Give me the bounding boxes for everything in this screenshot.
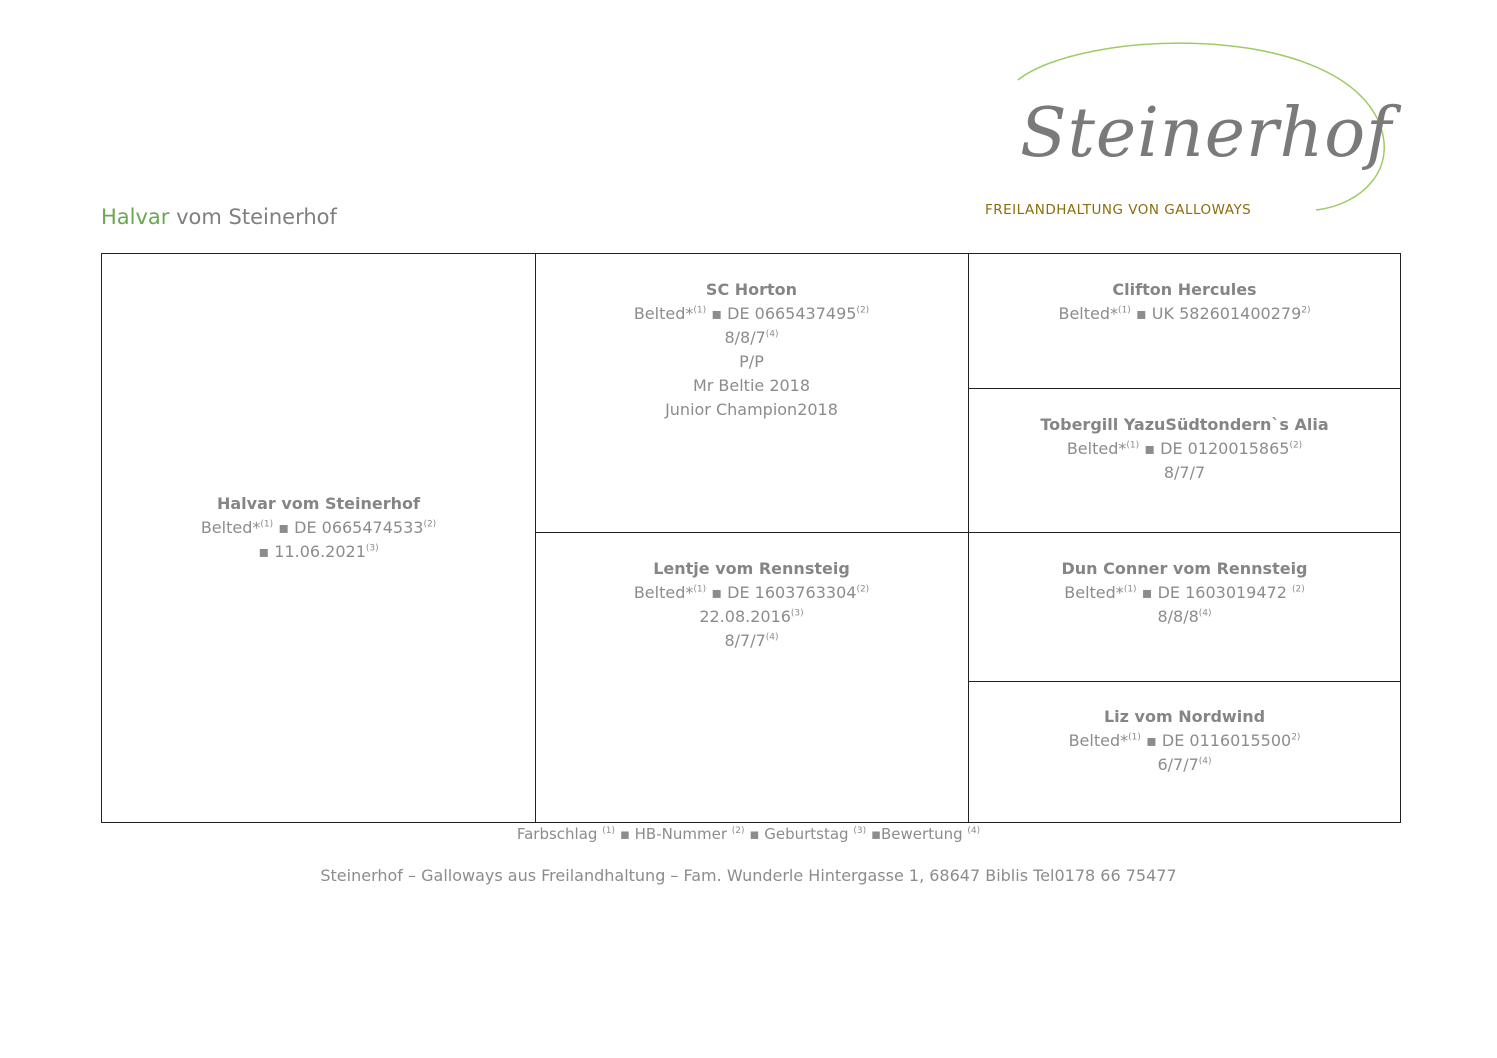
rating: 6/7/7 — [1157, 755, 1199, 774]
legend-rating: ▪Bewertung — [866, 825, 968, 843]
footnote-ref: (4) — [765, 329, 779, 340]
hb-number: ▪ DE 0665437495 — [706, 304, 857, 323]
logo-tagline: FREILANDHALTUNG VON GALLOWAYS — [985, 202, 1252, 218]
birthdate: ▪ 11.06.2021 — [258, 542, 366, 561]
sire-cell — [535, 278, 968, 422]
sire-dam-name: Tobergill YazuSüdtondern`s Alia — [1040, 415, 1329, 434]
footnote-ref: (4) — [1198, 608, 1212, 619]
sire-award: Mr Beltie 2018 — [692, 376, 811, 395]
footnote-ref: (3) — [365, 543, 379, 554]
sire-dam-breed-hb — [968, 437, 1401, 461]
color-type: Belted* — [1066, 439, 1127, 458]
dam-sire-breed-hb — [968, 581, 1401, 605]
footnote-ref: (1) — [602, 826, 615, 836]
rating: 8/8/8 — [1157, 607, 1199, 626]
footnote-ref: (1) — [260, 519, 274, 530]
sire-sire-cell — [968, 278, 1401, 326]
footnote-ref: (2) — [423, 519, 437, 530]
footnote-ref: (1) — [1123, 584, 1137, 595]
footnote-ref: (2) — [731, 826, 745, 836]
sire-sire-name: Clifton Hercules — [1112, 280, 1257, 299]
color-type: Belted* — [1064, 583, 1124, 602]
hb-number: ▪ DE 0120015865 — [1139, 439, 1290, 458]
rating: 8/7/7 — [724, 631, 766, 650]
footnote-ref: 2) — [1291, 732, 1301, 743]
footnote-ref: (4) — [1198, 756, 1212, 767]
grid-divider — [535, 532, 1401, 533]
hb-number: ▪ DE 1603019472 — [1136, 583, 1292, 602]
color-type: Belted* — [633, 304, 694, 323]
logo — [985, 40, 1400, 230]
hb-number: ▪ DE 0116015500 — [1140, 731, 1292, 750]
footer-contact: Steinerhof – Galloways aus Freilandhaltung – Fam. Wunderle Hintergasse 1, 68647 Biblis Tel0178 66 75477 — [320, 866, 1177, 885]
hb-number: ▪ DE 0665474533 — [273, 518, 424, 537]
pedigree-table — [101, 253, 1401, 823]
footnote-ref: (1) — [1126, 440, 1140, 451]
page-title — [101, 207, 337, 228]
sire-rating — [535, 326, 968, 350]
footnote-ref: (2) — [856, 305, 870, 316]
grid-divider — [968, 681, 1401, 682]
footnote-ref: 2) — [1301, 305, 1311, 316]
sire-award: Junior Champion2018 — [665, 400, 838, 419]
dam-dam-rating — [968, 753, 1401, 777]
page-title-highlight: Halvar — [101, 205, 170, 229]
footnote-ref: (1) — [1118, 305, 1131, 316]
sire-dam-cell — [968, 413, 1401, 485]
color-type: Belted* — [633, 583, 694, 602]
dam-dam-cell — [968, 705, 1401, 777]
footnote-ref: (3) — [853, 826, 867, 836]
dam-dam-name: Liz vom Nordwind — [1103, 707, 1266, 726]
footnote-ref: (2) — [1291, 584, 1305, 595]
dam-sire-rating — [968, 605, 1401, 629]
dam-breed-hb — [535, 581, 968, 605]
footnote-ref: (1) — [1128, 732, 1141, 743]
sire-dam-rating: 8/7/7 — [1163, 463, 1206, 482]
footnote-ref: (1) — [693, 584, 707, 595]
animal-cell — [102, 492, 535, 564]
dam-cell — [535, 557, 968, 653]
grid-divider — [968, 388, 1401, 389]
logo-wordmark: Steinerhof — [1020, 94, 1393, 173]
hb-number: ▪ DE 1603763304 — [706, 583, 857, 602]
color-type: Belted* — [200, 518, 261, 537]
sire-name: SC Horton — [705, 280, 798, 299]
footnote-ref: (2) — [1289, 440, 1303, 451]
footnote-ref: (4) — [967, 826, 981, 836]
color-type: Belted* — [1058, 304, 1119, 323]
sire-breed-hb — [535, 302, 968, 326]
dam-sire-name: Dun Conner vom Rennsteig — [1061, 559, 1308, 578]
birthdate: 22.08.2016 — [699, 607, 791, 626]
dam-sire-cell — [968, 557, 1401, 629]
animal-breed-hb — [102, 516, 535, 540]
animal-name: Halvar vom Steinerhof — [216, 494, 420, 513]
footnote-ref: (2) — [856, 584, 870, 595]
hb-number: ▪ UK 582601400279 — [1130, 304, 1302, 323]
footnote-ref: (3) — [790, 608, 804, 619]
legend-hb: ▪ HB-Nummer — [614, 825, 732, 843]
dam-birthdate — [535, 605, 968, 629]
dam-dam-breed-hb — [968, 729, 1401, 753]
footnote-ref: (1) — [693, 305, 707, 316]
animal-birthdate — [102, 540, 535, 564]
footnote-ref: (4) — [765, 632, 779, 643]
legend-color: Farbschlag — [516, 825, 603, 843]
color-type: Belted* — [1068, 731, 1129, 750]
rating: 8/8/7 — [724, 328, 766, 347]
legend — [0, 825, 1497, 843]
legend-birthdate: ▪ Geburtstag — [744, 825, 854, 843]
sire-polled: P/P — [739, 352, 764, 371]
dam-name: Lentje vom Rennsteig — [653, 559, 850, 578]
dam-rating — [535, 629, 968, 653]
page-title-rest: vom Steinerhof — [169, 205, 337, 229]
sire-sire-breed-hb — [968, 302, 1401, 326]
